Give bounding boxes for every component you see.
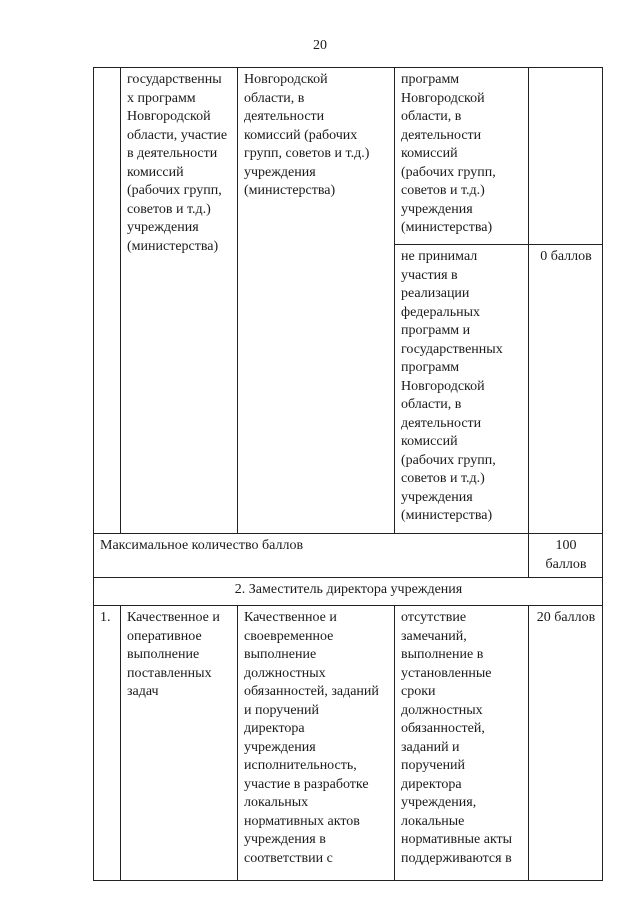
- text-line: локальные: [401, 813, 465, 829]
- text-line: программ: [401, 72, 460, 87]
- row-number-cell: [94, 68, 121, 534]
- text-line: (министерства): [401, 220, 493, 235]
- text-line: замечаний,: [401, 628, 467, 644]
- indicator-text: [127, 71, 232, 256]
- text-line: комиссий: [127, 164, 184, 180]
- description-text: [244, 71, 389, 201]
- criterion-text: [401, 248, 523, 526]
- text-line: советов и т.д.): [127, 201, 211, 217]
- text-line: государственны: [127, 72, 222, 87]
- text-line: баллов: [545, 556, 587, 572]
- text-line: учреждения: [244, 164, 316, 180]
- criterion-text: [401, 609, 523, 868]
- text-line: поручений: [401, 758, 466, 773]
- points-text: [535, 248, 597, 267]
- criterion-cell: [395, 68, 529, 245]
- text-line: нормативные акты: [401, 832, 513, 847]
- text-line: соответствии с: [244, 850, 333, 866]
- criterion-cell: [395, 245, 529, 534]
- text-line: в деятельности: [127, 146, 218, 161]
- text-line: комиссий (рабочих: [244, 127, 358, 143]
- table-row: [94, 68, 603, 245]
- text-line: установленные: [401, 665, 492, 681]
- text-line: области, в: [401, 109, 462, 124]
- description-cell: [238, 68, 395, 534]
- text-line: обязанностей,: [401, 721, 485, 736]
- text-line: учреждения: [401, 489, 473, 505]
- points-cell: [529, 68, 603, 245]
- text-line: области, в: [244, 90, 305, 106]
- text-line: области, участие: [127, 127, 228, 143]
- indicator-cell: [121, 68, 238, 534]
- text-line: учреждения: [244, 739, 316, 755]
- text-line: (министерства): [401, 508, 493, 523]
- text-line: и поручений: [244, 702, 320, 718]
- text-line: поставленных: [127, 665, 212, 681]
- text-line: комиссий: [401, 146, 458, 161]
- text-line: 20 баллов: [536, 610, 596, 625]
- text-line: советов и т.д.): [401, 471, 485, 486]
- text-line: (рабочих групп,: [127, 183, 222, 198]
- text-line: комиссий: [401, 434, 458, 449]
- row-number-cell: 1.: [94, 606, 121, 881]
- text-line: деятельности: [244, 109, 325, 124]
- text-line: нормативных актов: [244, 813, 360, 829]
- page-number: 20: [313, 38, 327, 53]
- text-line: х программ: [127, 90, 196, 106]
- indicator-text: [127, 609, 232, 702]
- text-line: должностных: [244, 665, 326, 681]
- criterion-cell: [395, 606, 529, 881]
- text-line: сроки: [401, 684, 436, 699]
- text-line: (рабочих групп,: [401, 164, 496, 180]
- table-row: [94, 606, 603, 881]
- text-line: участия в: [401, 267, 458, 283]
- text-line: должностных: [401, 702, 483, 718]
- points-cell: [529, 245, 603, 534]
- text-line: учреждения: [127, 220, 199, 235]
- description-cell: [238, 606, 395, 881]
- text-line: 0 баллов: [540, 249, 592, 264]
- text-line: не принимал: [401, 249, 478, 264]
- text-line: программ: [401, 360, 460, 375]
- text-line: директора: [401, 776, 462, 792]
- text-line: задач: [127, 684, 159, 699]
- text-line: выполнение: [244, 647, 317, 662]
- points-text: [535, 609, 597, 628]
- description-text: [244, 609, 389, 868]
- indicator-cell: [121, 606, 238, 881]
- text-line: групп, советов и т.д.): [244, 146, 370, 161]
- text-line: Качественное и: [244, 610, 337, 625]
- text-line: обязанностей, заданий: [244, 684, 379, 699]
- text-line: исполнительность,: [244, 758, 357, 773]
- text-line: Новгородской: [127, 109, 211, 124]
- text-line: деятельности: [401, 127, 482, 143]
- text-line: поддерживаются в: [401, 850, 512, 866]
- text-line: деятельности: [401, 415, 482, 431]
- text-line: (министерства): [244, 183, 336, 198]
- text-line: выполнение: [127, 647, 200, 662]
- text-line: (рабочих групп,: [401, 452, 496, 468]
- criterion-text: [401, 71, 523, 238]
- text-line: Качественное и: [127, 610, 220, 625]
- text-line: локальных: [244, 795, 309, 810]
- text-line: реализации: [401, 286, 470, 301]
- text-line: федеральных: [401, 304, 481, 320]
- criteria-table: [93, 67, 603, 881]
- text-line: своевременное: [244, 628, 334, 644]
- section-title: 2. Заместитель директора учреждения: [94, 578, 603, 606]
- text-line: советов и т.д.): [401, 183, 485, 198]
- max-score-row: [94, 534, 603, 578]
- text-line: учреждения: [401, 201, 473, 217]
- text-line: отсутствие: [401, 610, 467, 625]
- text-line: учреждения в: [244, 832, 326, 847]
- text-line: заданий и: [401, 739, 460, 755]
- text-line: оперативное: [127, 628, 202, 644]
- text-line: (министерства): [127, 238, 219, 254]
- text-line: 100: [555, 538, 577, 553]
- section-row: [94, 578, 603, 606]
- text-line: директора: [244, 721, 305, 736]
- text-line: учреждения,: [401, 795, 477, 810]
- points-cell: [529, 606, 603, 881]
- max-score-label: Максимальное количество баллов: [94, 534, 529, 578]
- max-score-points: [529, 534, 603, 578]
- text-line: Новгородской: [401, 378, 485, 394]
- text-line: государственных: [401, 341, 503, 357]
- text-line: программ и: [401, 323, 471, 338]
- text-line: участие в разработке: [244, 776, 369, 792]
- text-line: Новгородской: [244, 72, 328, 87]
- max-score-points-text: [535, 537, 597, 574]
- text-line: выполнение в: [401, 647, 484, 662]
- text-line: Новгородской: [401, 90, 485, 106]
- text-line: области, в: [401, 397, 462, 412]
